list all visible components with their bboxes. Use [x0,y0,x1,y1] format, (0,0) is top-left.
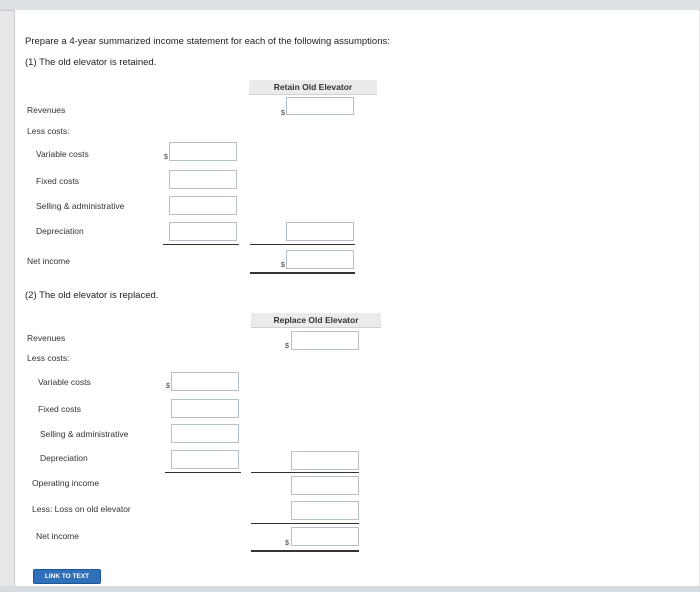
p2-variable-costs-dollar: $ [166,383,170,390]
p1-total-costs-input[interactable] [286,222,354,241]
p2-double-rule [251,550,359,552]
part1-heading: (1) The old elevator is retained. [25,57,157,68]
p2-net-income-label: Net income [36,531,79,541]
p2-variable-costs-label: Variable costs [38,377,91,387]
p2-operating-income-label: Operating income [32,478,100,488]
p1-depreciation-input[interactable] [169,222,237,241]
replace-column-header: Replace Old Elevator [251,313,381,328]
p1-less-costs-label: Less costs: [27,126,70,136]
retain-column-header: Retain Old Elevator [249,80,377,95]
p2-less-loss-label: Less: Loss on old elevator [32,504,131,514]
instruction-text: Prepare a 4-year summarized income statement for each of the following assumptions: [25,36,390,47]
p1-selling-admin-label: Selling & administrative [36,201,125,211]
p1-variable-costs-dollar: $ [164,154,168,161]
footer-band [0,586,700,592]
p1-net-income-dollar: $ [281,262,285,269]
p2-total-costs-input[interactable] [291,451,359,470]
p2-total-rule [251,472,359,473]
p2-net-income-dollar: $ [285,540,289,547]
p1-revenues-label: Revenues [27,105,66,115]
p2-variable-costs-input[interactable] [171,372,239,391]
p2-loss-rule [251,523,359,524]
p1-selling-admin-input[interactable] [169,196,237,215]
p1-total-rule [250,244,355,245]
p2-revenues-input[interactable] [291,331,359,350]
link-to-text-button[interactable]: LINK TO TEXT [33,569,101,584]
p2-net-income-input[interactable] [291,527,359,546]
p1-fixed-costs-input[interactable] [169,170,237,189]
p2-revenues-label: Revenues [27,333,66,343]
p1-fixed-costs-label: Fixed costs [36,176,79,186]
p1-revenues-input[interactable] [286,97,354,115]
p2-subtotal-rule [165,472,241,473]
p2-depreciation-label: Depreciation [40,453,88,463]
p1-subtotal-rule [163,244,239,245]
p2-revenues-dollar: $ [285,343,289,350]
p1-depreciation-label: Depreciation [36,226,84,236]
worksheet-panel [14,10,699,588]
p1-variable-costs-input[interactable] [169,142,237,161]
p2-fixed-costs-label: Fixed costs [38,404,81,414]
p2-selling-admin-input[interactable] [171,424,239,443]
p1-revenues-dollar: $ [281,110,285,117]
p2-loss-input[interactable] [291,501,359,520]
p1-variable-costs-label: Variable costs [36,149,89,159]
p2-less-costs-label: Less costs: [27,353,70,363]
p1-net-income-label: Net income [27,256,70,266]
p2-fixed-costs-input[interactable] [171,399,239,418]
p1-double-rule [250,272,355,274]
p1-net-income-input[interactable] [286,250,354,269]
p2-depreciation-input[interactable] [171,450,239,469]
p2-selling-admin-label: Selling & administrative [40,429,129,439]
part2-heading: (2) The old elevator is replaced. [25,290,159,301]
p2-operating-income-input[interactable] [291,476,359,495]
